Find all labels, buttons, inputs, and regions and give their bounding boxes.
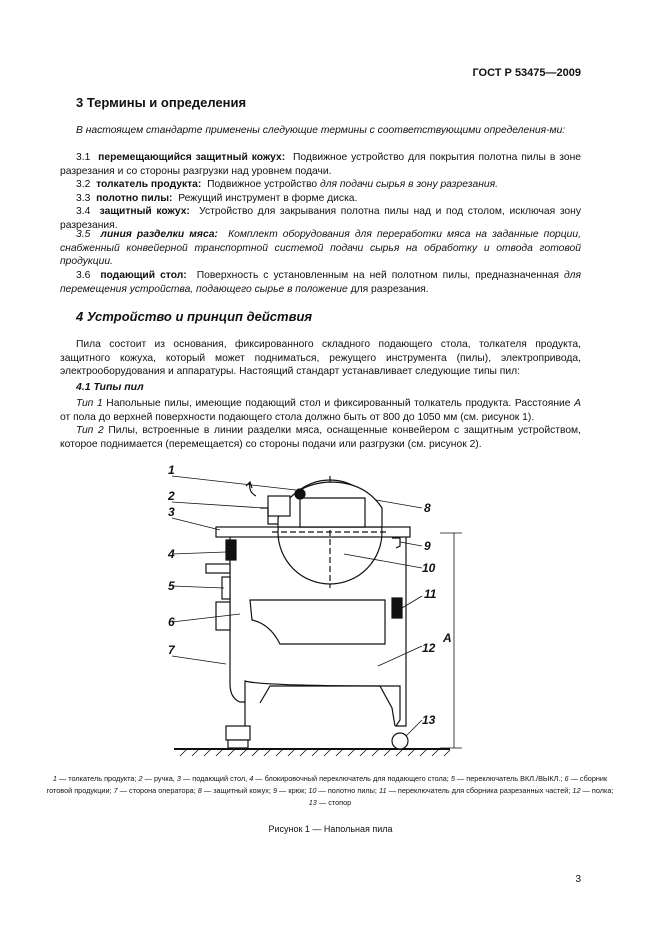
legend-number: 4 — [249, 774, 254, 783]
type-2-paragraph: Тип 2 Пилы, встроенные в линии разделки мяса, оснащенные конвейером с защитным устройством, которое поднимается (перемещается) со стороны подачи или разгрузки (см. рисунок 2). — [60, 425, 581, 450]
legend-text: — ручка, — [142, 774, 177, 783]
legend-text: — блокировочный переключатель для подающего стола; — [253, 774, 451, 783]
legend-number: 12 — [572, 786, 581, 795]
term-3-3: 3.3 полотно пилы: Режущий инструмент в форме диска. — [76, 193, 358, 204]
figure-label-11: 11 — [424, 587, 437, 601]
legend-text: — полотно пилы; — [316, 786, 379, 795]
figure-label-13: 13 — [422, 713, 436, 727]
legend-number: 9 — [272, 786, 278, 795]
section-3-intro: В настоящем стандарте применены следующие термины с соответствующими определения-ми: — [76, 125, 566, 136]
legend-text: — переключатель ВКЛ./ВЫКЛ.; — [454, 774, 565, 783]
figure-label-5: 5 — [168, 579, 175, 593]
term-3-5: 3.5 линия разделки мяса: Комплект оборудования для переработки мяса на заданные порции, снабженный конвейерной транспортной системой подачи сырья на обработку и отвода готовой продукции. — [60, 229, 581, 268]
legend-number: 6 — [564, 774, 569, 783]
term-3-4: 3.4 защитный кожух: Устройство для закрывания полотна пилы над и под столом, исключая зону разрезания. — [60, 206, 581, 231]
legend-number: 5 — [450, 774, 455, 783]
figure-label-3: 3 — [168, 505, 175, 519]
term-3-6: 3.6 подающий стол: Поверхность с установленным на ней полотном пилы, предназначенная для перемещения устройства, подающего сырье в положение для разрезания. — [60, 270, 581, 295]
legend-text: — полка; — [580, 786, 614, 795]
legend-number: 10 — [308, 786, 317, 795]
section-4-title: 4 Устройство и принцип действия — [76, 309, 313, 324]
figure-legend — [46, 773, 614, 809]
legend-number: 2 — [138, 774, 143, 783]
legend-number: 13 — [308, 798, 317, 807]
legend-number: 1 — [52, 774, 57, 783]
section-4-paragraph: Пила состоит из основания, фиксированного складного подающего стола, толкателя продукта, защитного кожуха, который может подниматься, режущего инструмента (пилы), электропривода, электрооборудования и аппаратуры. Настоящий стандарт устанавливает следующие типы пил: — [60, 339, 581, 378]
figure-label-7: 7 — [168, 643, 175, 657]
legend-text: — стопор — [316, 798, 352, 807]
section-3-title: 3 Термины и определения — [76, 95, 247, 110]
figure-label-1: 1 — [168, 463, 175, 477]
legend-text: — толкатель продукта; — [56, 774, 139, 783]
figure-label-2: 2 — [168, 489, 175, 503]
legend-text: — крюк; — [277, 786, 309, 795]
figure-label-12: 12 — [422, 641, 436, 655]
standard-number: ГОСТ Р 53475—2009 — [472, 67, 581, 79]
legend-text: — защитный кожух; — [201, 786, 273, 795]
legend-number: 3 — [176, 774, 181, 783]
legend-text: — сторона оператора; — [117, 786, 198, 795]
dimension-a-label: А — [443, 631, 452, 645]
type-1-paragraph: Тип 1 Напольные пилы, имеющие подающий стол и фиксированный толкатель продукта. Расстояние А от пола до верхней поверхности подающего стола должно быть от 800 до 1050 мм (см. рисунок 1). — [60, 398, 581, 423]
term-3-2: 3.2 толкатель продукта: Подвижное устройство для подачи сырья в зону разрезания. — [76, 179, 498, 190]
figure-label-4: 4 — [168, 547, 175, 561]
subsection-4-1-title: 4.1 Типы пил — [76, 381, 144, 393]
figure-label-10: 10 — [422, 561, 436, 575]
figure-title: Рисунок 1 — Напольная пила — [268, 824, 393, 834]
legend-number: 7 — [113, 786, 118, 795]
figure-label-6: 6 — [168, 615, 175, 629]
legend-text: — переключатель для сборника разрезанных частей; — [386, 786, 573, 795]
floor-saw-drawing — [160, 458, 505, 758]
legend-number: 11 — [378, 786, 387, 795]
legend-text: — сборник готовой продукции; — [46, 774, 608, 795]
legend-text: — подающий стол, — [180, 774, 250, 783]
figure-label-8: 8 — [424, 501, 431, 515]
page-number: 3 — [575, 874, 581, 885]
figure-label-9: 9 — [424, 539, 431, 553]
legend-number: 8 — [197, 786, 202, 795]
term-3-1: 3.1 перемещающийся защитный кожух: Подвижное устройство для покрытия полотна пилы в зоне разрезания и со стороны разгрузки над уровнем подачи. — [60, 152, 581, 177]
